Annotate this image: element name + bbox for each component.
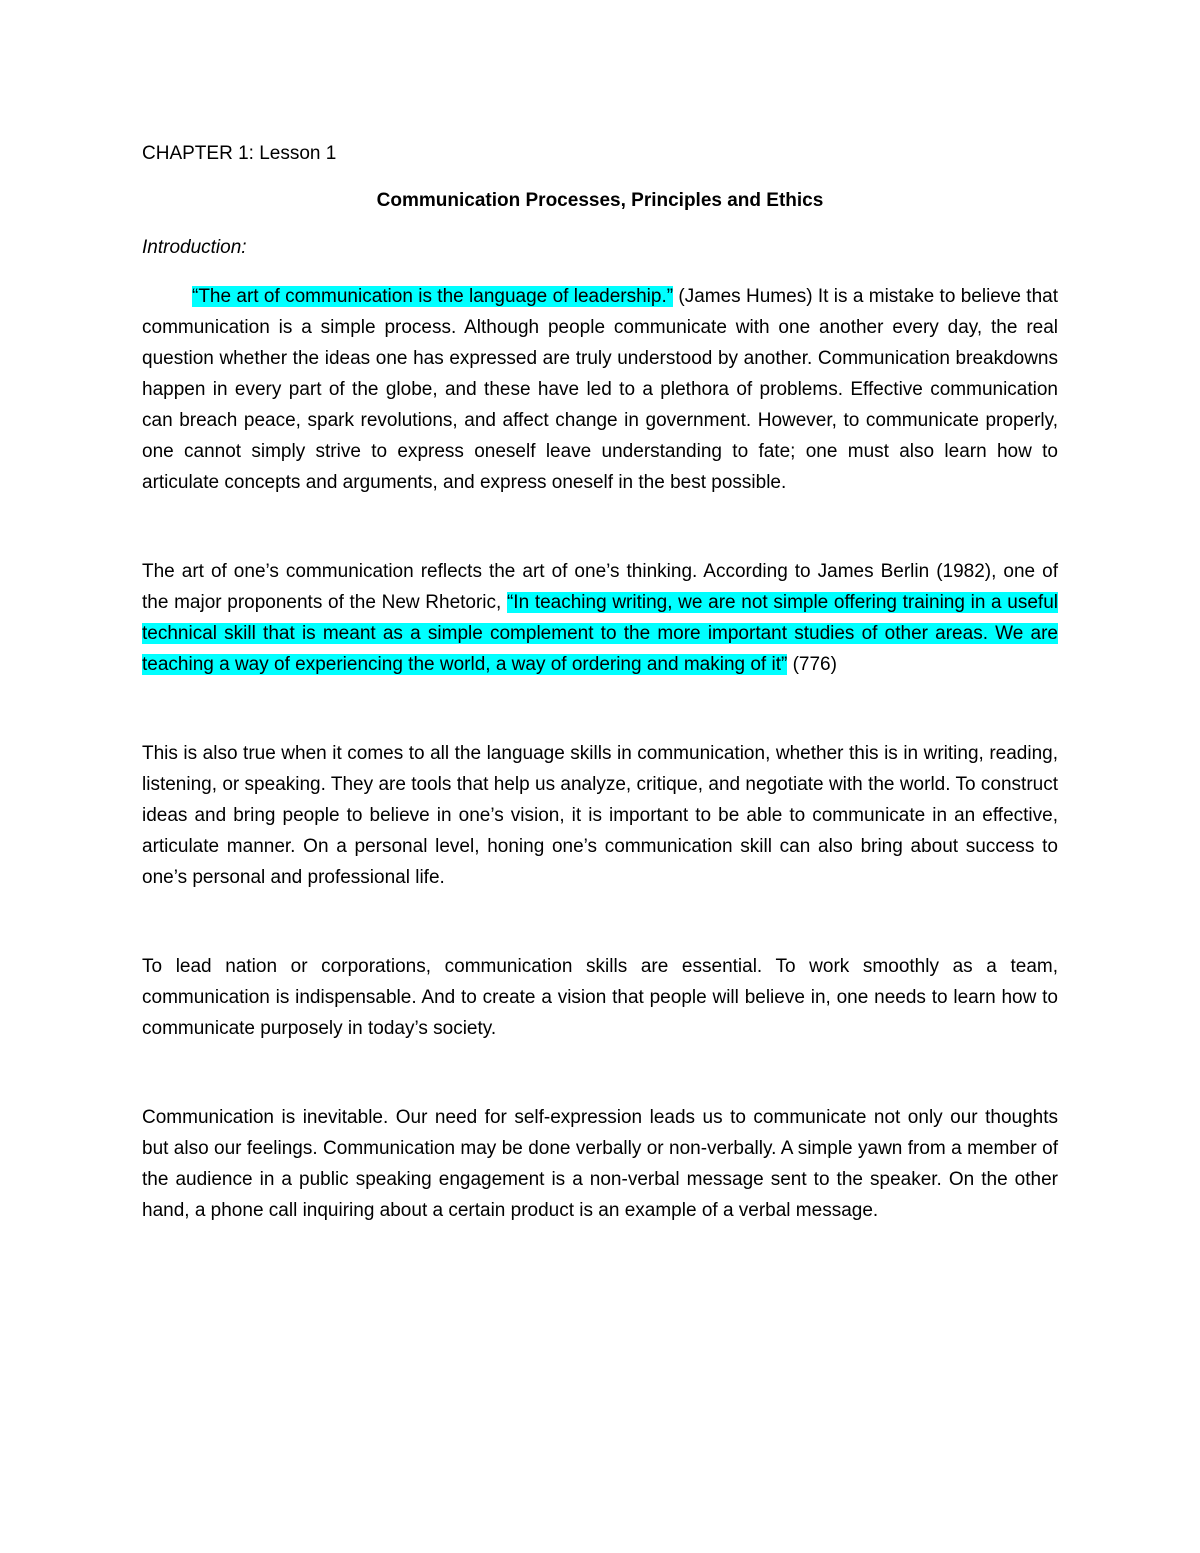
paragraph-1 xyxy=(142,281,1058,498)
document-page xyxy=(142,138,1058,1226)
highlighted-quote-berlin: “In teaching writing, we are not simple offering training in a useful technical skill that is meant as a simple complement to the more important studies of other areas. We are teaching a way of experiencing the world, a way of ordering and making of it” xyxy=(142,592,1058,675)
paragraph-spacer xyxy=(142,498,1058,556)
paragraph-spacer xyxy=(142,1044,1058,1102)
paragraph-2-citation: (776) xyxy=(787,654,837,675)
paragraph-2 xyxy=(142,556,1058,680)
paragraph-1-text: (James Humes) It is a mistake to believe that communication is a simple process. Although people communicate with one another every day, the real question whether the ideas one has expressed are truly understood by another. Communication breakdowns happen in every part of the globe, and these have led to a plethora of problems. Effective communication can breach peace, spark revolutions, and affect change in government. However, to communicate properly, one cannot simply strive to express oneself leave understanding to fate; one must also learn how to articulate concepts and arguments, and express oneself in the best possible. xyxy=(142,286,1058,493)
paragraph-2-lead: The art of one’s communication reflects the art of one’s thinking. According to James Berlin (1982), one of the major proponents of the New Rhetoric, xyxy=(142,561,1058,613)
chapter-label: CHAPTER 1: Lesson 1 xyxy=(142,143,337,164)
introduction-label: Introduction: xyxy=(142,237,247,258)
paragraph-3: This is also true when it comes to all the language skills in communication, whether this is in writing, reading, listening, or speaking. They are tools that help us analyze, critique, and negotiate with the world. To construct ideas and bring people to believe in one’s vision, it is important to be able to communicate in an effective, articulate manner. On a personal level, honing one’s communication skill can also bring about success to one’s personal and professional life. xyxy=(142,743,1058,888)
paragraph-4: To lead nation or corporations, communication skills are essential. To work smoothly as a team, communication is indispensable. And to create a vision that people will believe in, one needs to learn how to communicate purposely in today’s society. xyxy=(142,956,1058,1039)
paragraph-spacer xyxy=(142,893,1058,951)
paragraph-5: Communication is inevitable. Our need for self-expression leads us to communicate not only our thoughts but also our feelings. Communication may be done verbally or non-verbally. A simple yawn from a member of the audience in a public speaking engagement is a non-verbal message sent to the speaker. On the other hand, a phone call inquiring about a certain product is an example of a verbal message. xyxy=(142,1107,1058,1221)
paragraph-spacer xyxy=(142,680,1058,738)
document-title: Communication Processes, Principles and Ethics xyxy=(376,190,824,211)
highlighted-quote-humes: “The art of communication is the language of leadership.” xyxy=(192,286,674,307)
